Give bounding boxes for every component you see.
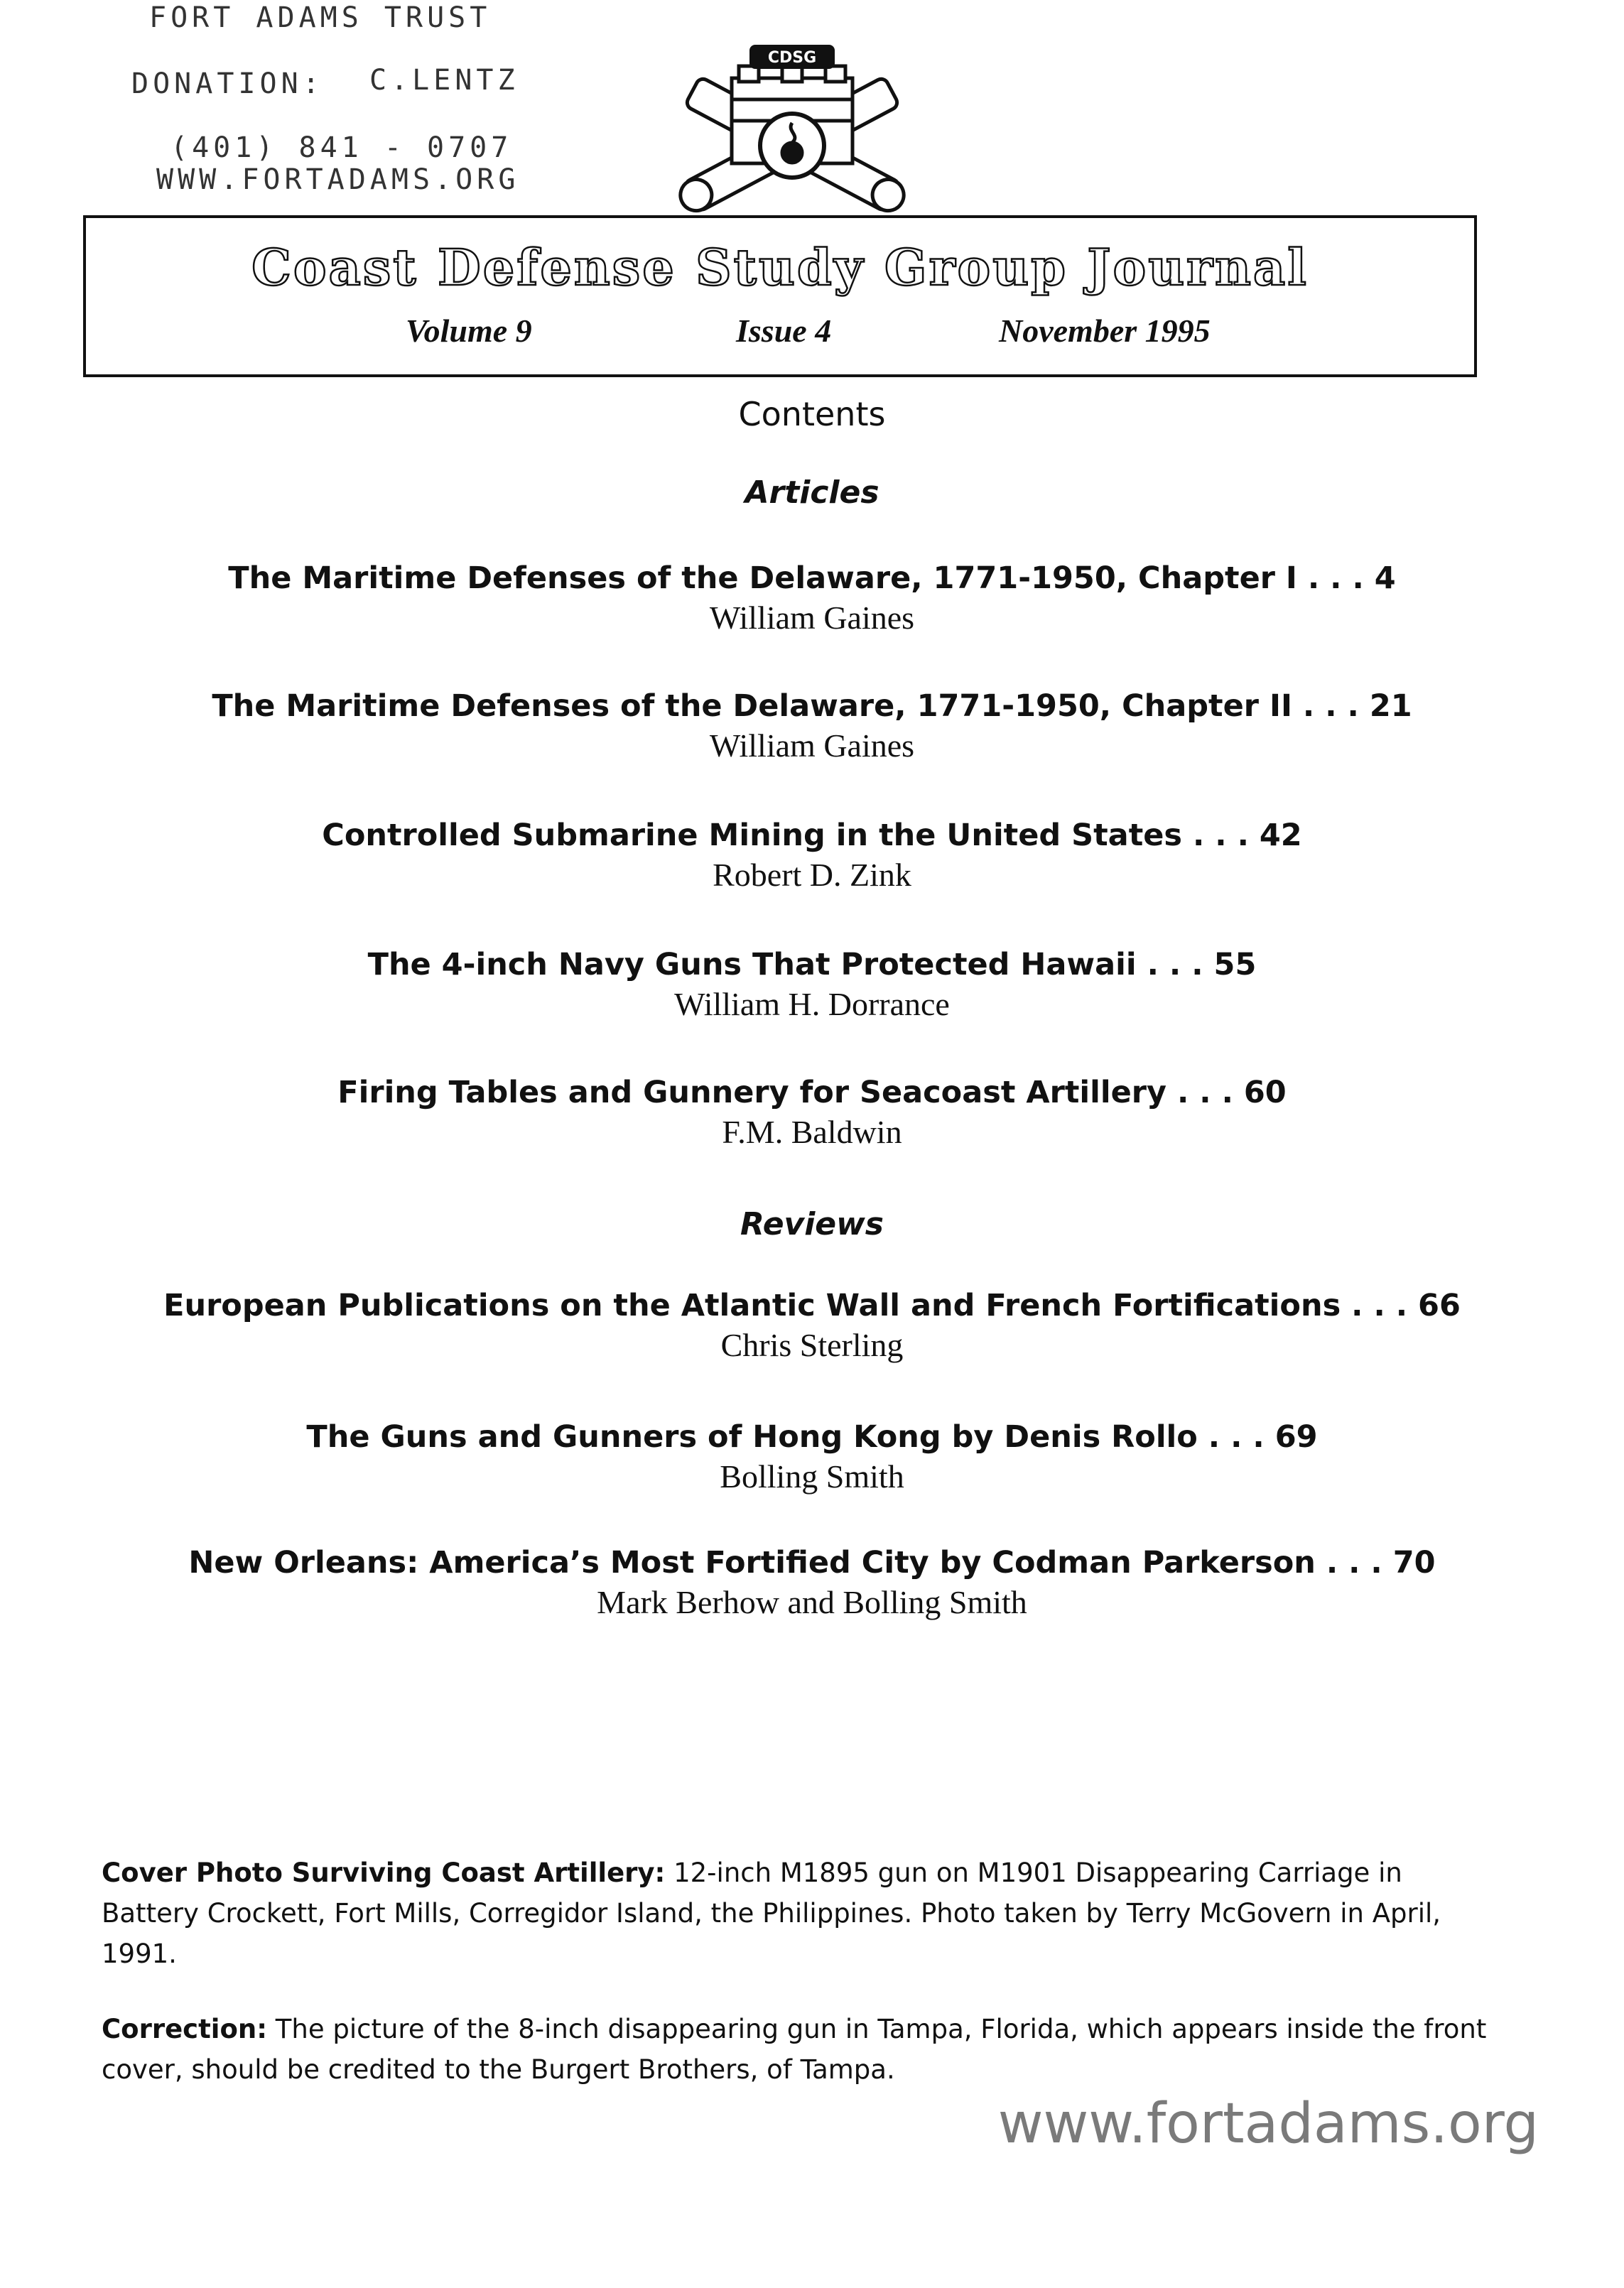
website-watermark: www.fortadams.org [997,2092,1539,2156]
review-author: Bolling Smith [720,1458,904,1495]
article-author: William Gaines [709,727,915,764]
journal-title: Coast Defense Study Group Journal [251,238,1309,297]
article-title: Controlled Submarine Mining in the United States . . . 42 [322,818,1302,853]
review-entry [0,1286,1624,1365]
article-entry [0,1073,1624,1152]
correction-label: Correction: [102,2014,268,2044]
issue-label: Issue 4 [736,313,832,349]
stamp-phone: (401) 841 - 0707 [170,131,513,164]
issue-date: November 1995 [999,313,1211,349]
article-title: The Maritime Defenses of the Delaware, 1771-1950, Chapter I . . . 4 [228,560,1396,596]
article-title: Firing Tables and Gunnery for Seacoast Artillery . . . 60 [337,1075,1287,1110]
review-title: European Publications on the Atlantic Wall and French Fortifications . . . 66 [163,1288,1461,1323]
cdsg-emblem-icon [664,39,920,217]
review-author: Chris Sterling [720,1327,904,1363]
cover-photo-label: Cover Photo Surviving Coast Artillery: [102,1858,666,1888]
article-title: The 4-inch Navy Guns That Protected Hawaii . . . 55 [367,947,1257,982]
article-title: The Maritime Defenses of the Delaware, 1771-1950, Chapter II . . . 21 [212,688,1412,724]
stamp-donation-label: DONATION: [131,67,324,100]
article-author: William H. Dorrance [674,986,950,1022]
article-entry [0,945,1624,1024]
review-entry [0,1417,1624,1497]
stamp-line-trust: FORT ADAMS TRUST [149,1,492,34]
emblem-text: CDSG [767,49,817,67]
masthead [83,215,1477,377]
article-author: Robert D. Zink [713,857,911,893]
correction-note [102,2009,1494,2090]
review-author: Mark Berhow and Bolling Smith [597,1584,1027,1620]
articles-heading: Articles [745,475,879,511]
article-author: F.M. Baldwin [722,1114,902,1150]
volume-label: Volume 9 [406,313,532,349]
stamp-website: WWW.FORTADAMS.ORG [156,163,520,196]
article-entry [0,686,1624,766]
article-entry [0,558,1624,638]
contents-heading: Contents [738,395,886,433]
review-title: New Orleans: America’s Most Fortified City by Codman Parkerson . . . 70 [188,1545,1436,1581]
correction-text: The picture of the 8-inch disappearing gun in Tampa, Florida, which appears inside the front cover, should be credited to the Burgert Brothers, of Tampa. [102,2014,1487,2085]
review-title: The Guns and Gunners of Hong Kong by Denis Rollo . . . 69 [306,1419,1318,1455]
reviews-heading: Reviews [740,1206,884,1242]
stamp-donation-value: C.LENTZ [369,64,519,97]
cover-photo-text: 12-inch M1895 gun on M1901 Disappearing Carriage in Battery Crockett, Fort Mills, Corregidor Island, the Philippines. Photo taken by Terry McGovern in April, 1991. [102,1858,1441,1969]
cover-photo-note [102,1853,1494,1974]
article-entry [0,815,1624,895]
article-author: William Gaines [709,600,915,636]
review-entry [0,1543,1624,1622]
